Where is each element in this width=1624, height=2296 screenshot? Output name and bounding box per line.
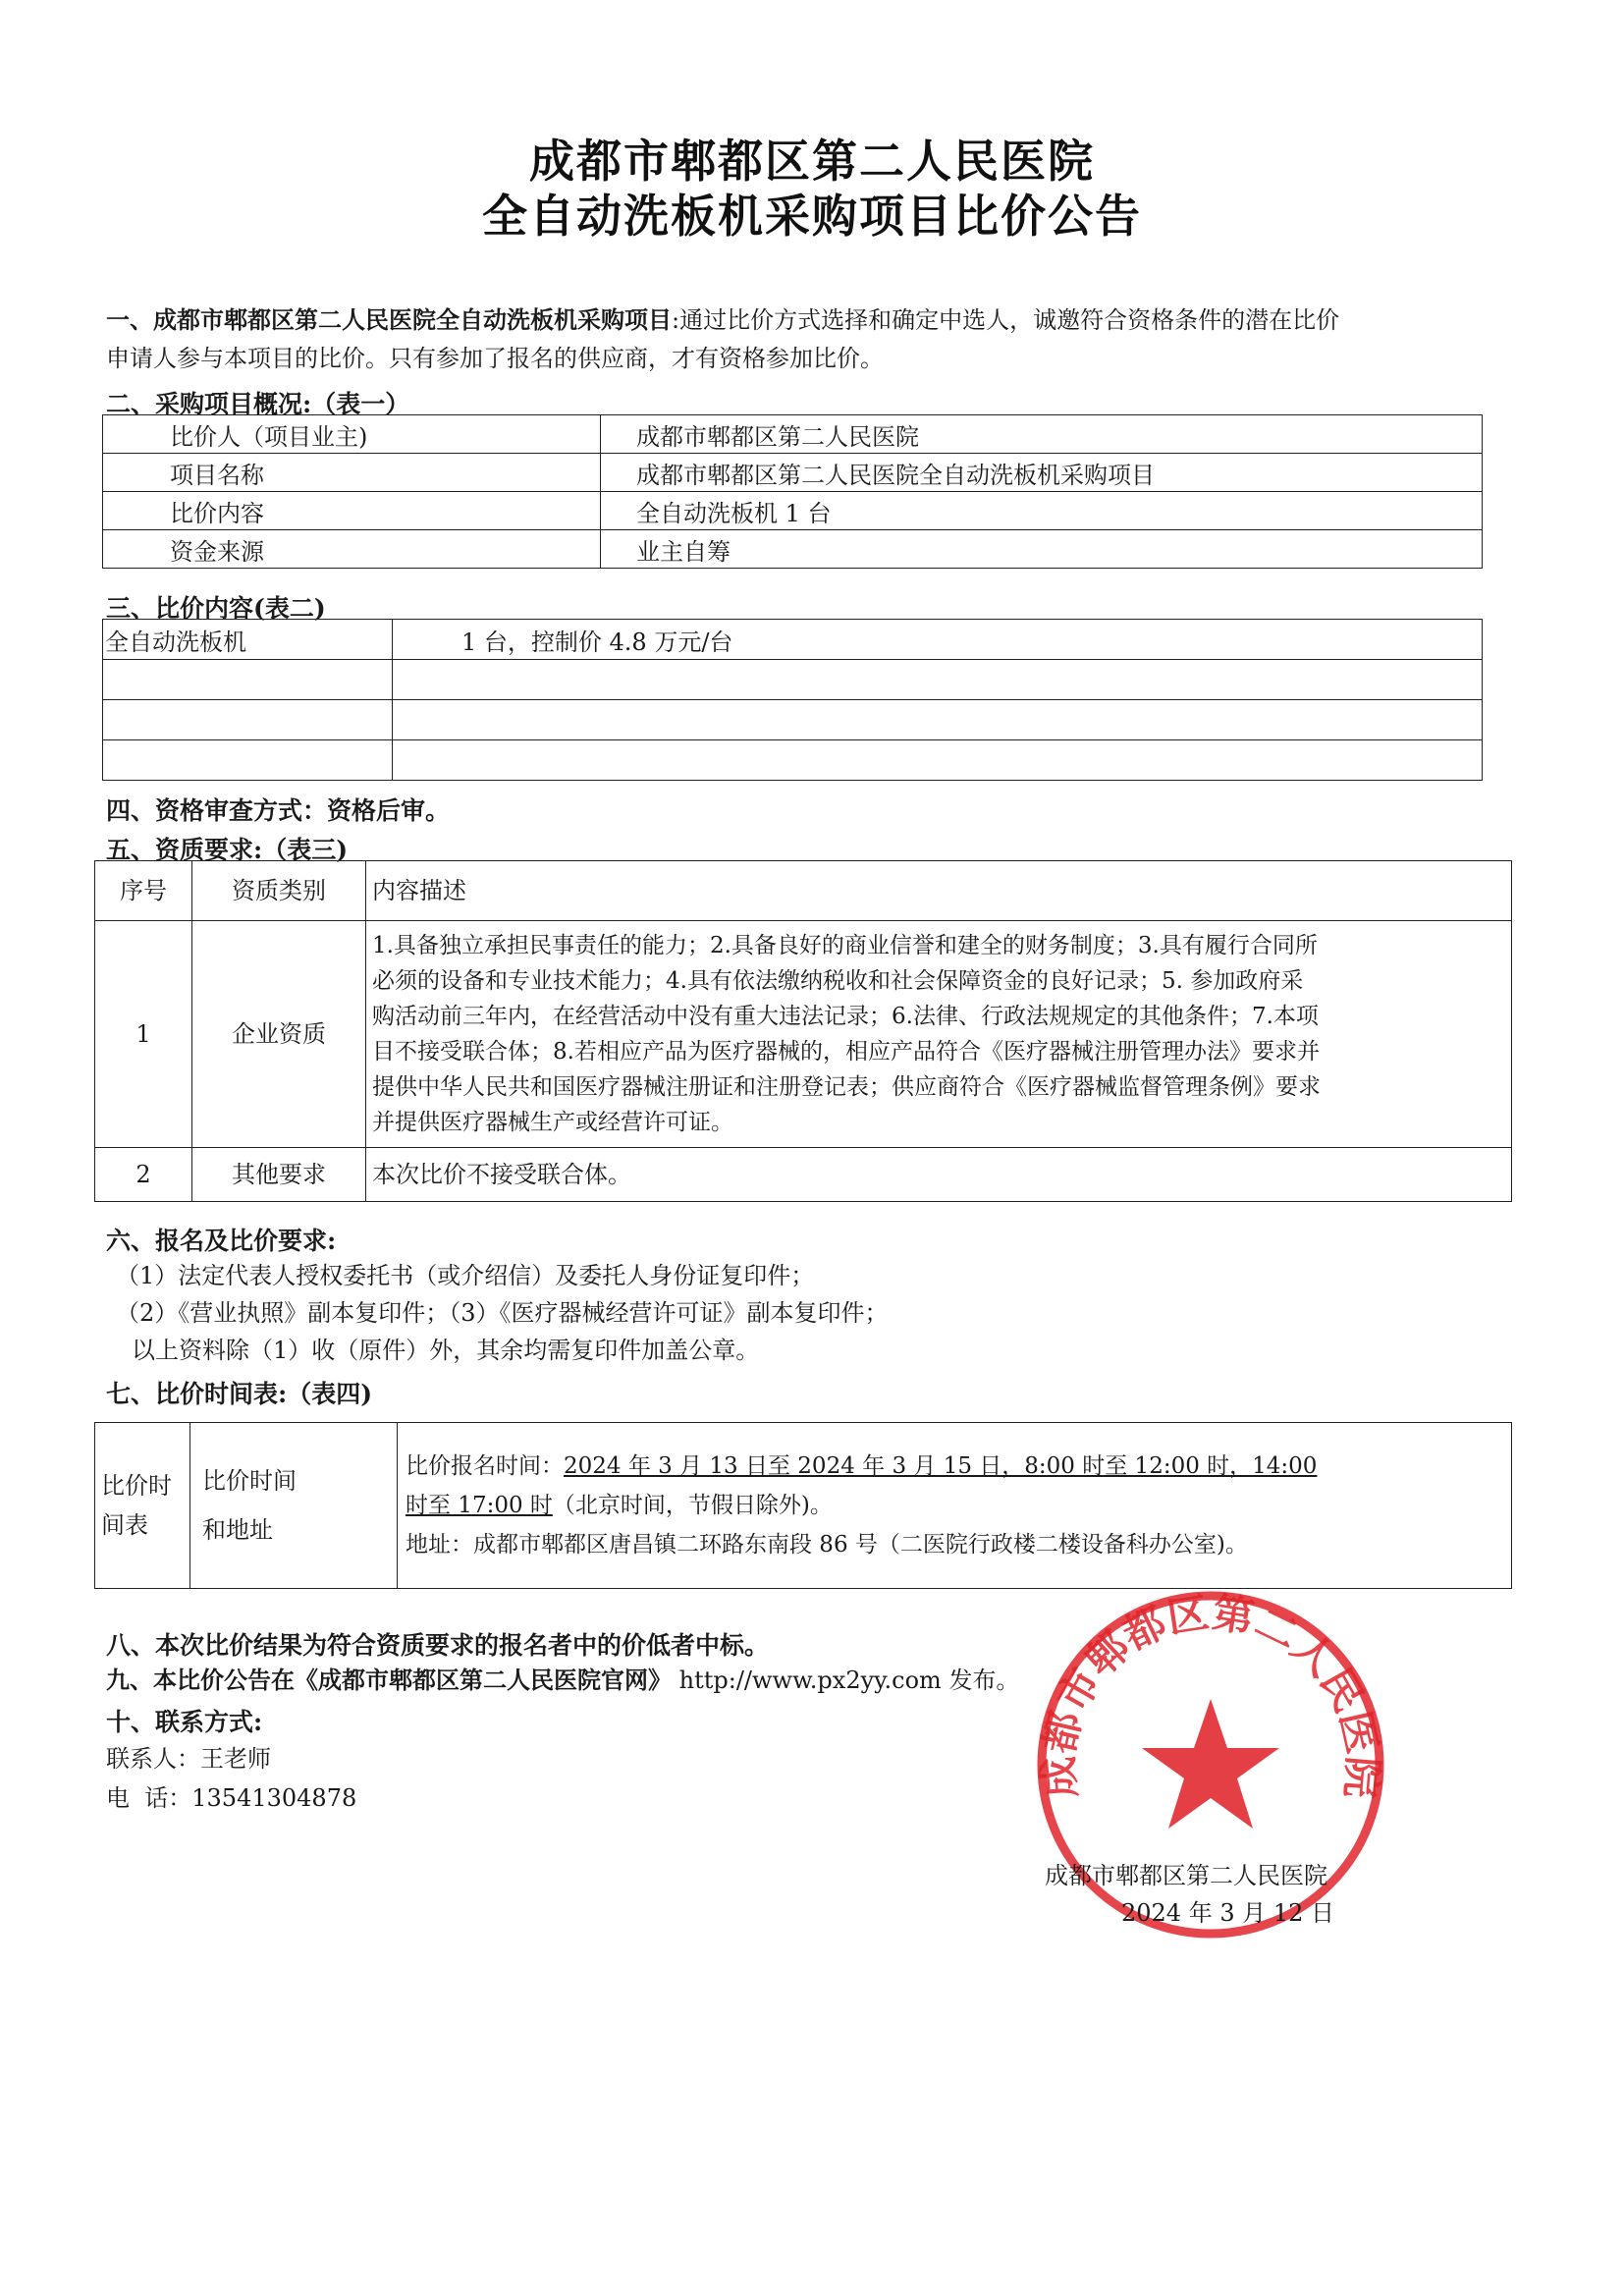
official-seal: [1029, 1583, 1392, 1946]
page-title-line1: 成都市郫都区第二人民医院: [529, 135, 1095, 188]
table1-row: [103, 454, 1483, 492]
table3-desc-line: 购活动前三年内，在经营活动中没有重大违法记录；6.法律、行政法规规定的其他条件；7.本项: [372, 1004, 1319, 1029]
table2-item: 全自动洗板机: [103, 620, 393, 660]
table3-row: [95, 1148, 1512, 1202]
table4-time-line1: [406, 1447, 1503, 1486]
table3-desc: 本次比价不接受联合体。: [366, 1148, 1512, 1202]
table4-time-line2: [406, 1486, 1503, 1525]
table4-subcategory: [190, 1423, 398, 1589]
table4-time-prefix: 比价报名时间：: [406, 1453, 564, 1479]
contact-name: 王老师: [200, 1745, 271, 1773]
table4-row: [95, 1423, 1512, 1589]
phone-label: 电 话：: [106, 1784, 192, 1812]
table3-no: 1: [95, 921, 192, 1148]
intro-line1: [106, 301, 1339, 339]
table3-header-row: [95, 861, 1512, 921]
section8: 八、本次比价结果为符合资质要求的报名者中的价低者中标。: [106, 1631, 770, 1660]
table4-details: [398, 1423, 1512, 1589]
table3-header-type: 资质类别: [192, 861, 366, 921]
table3-header-desc: 内容描述: [366, 861, 1512, 921]
table3-desc-line: 提供中华人民共和国医疗器械注册证和注册登记表；供应商符合《医疗器械监督管理条例》要求: [372, 1074, 1321, 1100]
contact-person: [106, 1740, 271, 1777]
section9-tail: 发布。: [948, 1667, 1020, 1694]
signature-org: 成都市郫都区第二人民医院: [1045, 1862, 1327, 1889]
intro-lead: 一、成都市郫都区第二人民医院全自动洗板机采购项目: [106, 305, 672, 334]
table3-desc: [366, 921, 1512, 1148]
table4-time-note: （北京时间，节假日除外)。: [552, 1493, 833, 1518]
section6-line3: 以上资料除（1）收（原件）外，其余均需复印件加盖公章。: [132, 1337, 760, 1364]
table2: [102, 619, 1483, 781]
section6-heading: 六、报名及比价要求:: [106, 1227, 337, 1255]
section6-line1: （1）法定代表人授权委托书（或介绍信）及委托人身份证复印件；: [116, 1262, 815, 1289]
table2-desc: 1 台，控制价 4.8 万元/台: [393, 620, 1483, 660]
section9-lead: 九、本比价公告在《成都市郫都区第二人民医院官网》: [106, 1666, 672, 1694]
section2-heading: 二、采购项目概况:（表一）: [106, 390, 410, 418]
table4-time-range: 2024 年 3 月 13 日至 2024 年 3 月 15 日，8:00 时至 12:00 时，14:00: [564, 1453, 1318, 1479]
table3-desc-line: 1.具备独立承担民事责任的能力；2.具备良好的商业信誉和建全的财务制度；3.具有履行合同所: [372, 933, 1318, 958]
table4: [94, 1422, 1512, 1589]
section7-heading: 七、比价时间表:（表四): [106, 1380, 373, 1408]
seal-lettering: 成都市郫都区第二人民医院: [1033, 1588, 1388, 1800]
table1-value: 业主自筹: [601, 530, 1483, 569]
table4-category-line: 比价时: [101, 1472, 172, 1500]
table1-label: 资金来源: [103, 530, 601, 569]
table1: [102, 414, 1483, 569]
section5-heading: 五、资质要求:（表三): [106, 836, 349, 864]
section4-heading: 四、资格审查方式：资格后审。: [106, 796, 451, 825]
section9: [106, 1662, 1019, 1699]
intro-line2: 申请人参与本项目的比价。只有参加了报名的供应商，才有资格参加比价。: [106, 345, 884, 372]
table2-row: [103, 660, 1483, 700]
phone-number: 13541304878: [191, 1784, 357, 1812]
table1-row: [103, 530, 1483, 569]
table2-row: [103, 620, 1483, 660]
table3-no: 2: [95, 1148, 192, 1202]
table4-subcategory-line: 和地址: [202, 1516, 273, 1544]
table2-row: [103, 740, 1483, 781]
table3-desc-line: 必须的设备和专业技术能力；4.具有依法缴纳税收和社会保障资金的良好记录；5. 参加政府采: [372, 968, 1304, 994]
table4-address: 地址：成都市郫都区唐昌镇二环路东南段 86 号（二医院行政楼二楼设备科办公室)。: [406, 1532, 1248, 1558]
table1-row: [103, 415, 1483, 454]
section10-heading: 十、联系方式:: [106, 1708, 263, 1736]
table4-category-line: 间表: [101, 1511, 148, 1539]
table1-label: 比价人（项目业主): [103, 415, 601, 454]
contact-label: 联系人：: [106, 1745, 200, 1773]
table4-subcategory-line: 比价时间: [202, 1467, 297, 1495]
table1-row: [103, 492, 1483, 530]
intro-rest: :通过比价方式选择和确定中选人，诚邀符合资格条件的潜在比价: [672, 306, 1340, 334]
table1-label: 比价内容: [103, 492, 601, 530]
table1-value: 全自动洗板机 1 台: [601, 492, 1483, 530]
table1-label: 项目名称: [103, 454, 601, 492]
table3-desc-line: 目不接受联合体；8.若相应产品为医疗器械的，相应产品符合《医疗器械注册管理办法》要求并: [372, 1039, 1320, 1065]
section9-url: http://www.px2yy.com: [678, 1667, 942, 1694]
seal-star-icon: [1142, 1699, 1279, 1829]
table3-type: 其他要求: [192, 1148, 366, 1202]
table1-value: 成都市郫都区第二人民医院: [601, 415, 1483, 454]
table3-desc-line: 并提供医疗器械生产或经营许可证。: [372, 1110, 733, 1135]
section6-line2: （2）《营业执照》副本复印件；（3）《医疗器械经营许可证》副本复印件；: [116, 1299, 889, 1327]
page-title-line2: 全自动洗板机采购项目比价公告: [482, 190, 1142, 243]
contact-phone: [106, 1779, 356, 1817]
table4-category: [95, 1423, 190, 1589]
table2-row: [103, 700, 1483, 740]
table3-row: [95, 921, 1512, 1148]
table1-value: 成都市郫都区第二人民医院全自动洗板机采购项目: [601, 454, 1483, 492]
signature-date: 2024 年 3 月 12 日: [1121, 1899, 1335, 1927]
section3-heading: 三、比价内容(表二): [106, 594, 326, 623]
table3: [94, 860, 1512, 1202]
table4-time-end: 时至 17:00 时: [406, 1493, 553, 1518]
table3-type: 企业资质: [192, 921, 366, 1148]
table3-header-no: 序号: [95, 861, 192, 921]
